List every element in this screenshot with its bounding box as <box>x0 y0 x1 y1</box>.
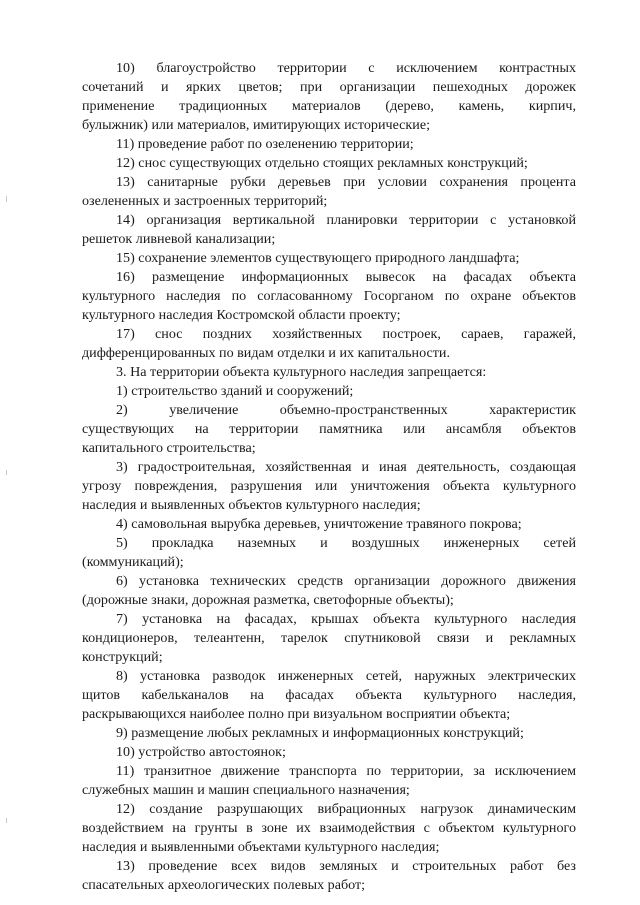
list-item-line: 13) проведение всех видов земляных и строительных работ без <box>116 858 576 874</box>
list-item-line: 9) размещение любых рекламных и информационных конструкций; <box>116 725 524 741</box>
text-line: кондиционеров, телеантенн, тарелок спутниковой связи и рекламных <box>82 630 576 646</box>
list-item-line: 14) организация вертикальной планировки территории с установкой <box>116 212 576 228</box>
list-item-line: 6) установка технических средств организации дорожного движения <box>116 573 576 589</box>
text-line: (коммуникаций); <box>82 554 184 570</box>
list-item-line: 16) размещение информационных вывесок на фасадах объекта <box>116 269 576 285</box>
scan-edge-mark <box>6 196 7 202</box>
text-line: наследия и выявленных объектов культурного наследия; <box>82 497 421 513</box>
text-line: культурного наследия Костромской области проекту; <box>82 307 401 323</box>
list-item-line: 3) градостроительная, хозяйственная и иная деятельность, создающая <box>116 459 576 475</box>
text-line: озелененных и застроенных территорий; <box>82 193 328 209</box>
text-line: капитального строительства; <box>82 440 256 456</box>
section-heading-line: 3. На территории объекта культурного наследия запрещается: <box>116 364 487 380</box>
list-item-line: 12) создание разрушающих вибрационных нагрузок динамическим <box>116 801 576 817</box>
list-item-line: 11) транзитное движение транспорта по территории, за исключением <box>116 763 576 779</box>
text-line: культурного наследия по согласованному Госорганом по охране объектов <box>82 288 576 304</box>
list-item-line: 10) устройство автостоянок; <box>116 744 286 760</box>
text-line: воздействием на грунты в зоне их взаимодействия с объектом культурного <box>82 820 576 836</box>
list-item-line: 1) строительство зданий и сооружений; <box>116 383 354 399</box>
text-line: сочетаний и ярких цветов; при организации пешеходных дорожек <box>82 79 576 95</box>
list-item-line: 4) самовольная вырубка деревьев, уничтожение травяного покрова; <box>116 516 522 532</box>
text-line: угрозу повреждения, разрушения или уничтожения объекта культурного <box>82 478 576 494</box>
text-line: (дорожные знаки, дорожная разметка, светофорные объекты); <box>82 592 454 608</box>
text-line: применение традиционных материалов (дерево, камень, кирпич, <box>82 98 576 114</box>
list-item-line: 10) благоустройство территории с исключением контрастных <box>116 60 576 76</box>
list-item-line: 7) установка на фасадах, крышах объекта культурного наследия <box>116 611 576 627</box>
scan-edge-mark <box>6 818 7 823</box>
list-item-line: 12) снос существующих отдельно стоящих рекламных конструкций; <box>116 155 528 171</box>
text-line: спасательных археологических полевых работ; <box>82 877 366 893</box>
text-line: щитов кабельканалов на фасадах объекта культурного наследия, <box>82 687 576 703</box>
text-line: конструкций; <box>82 649 163 665</box>
list-item-line: 5) прокладка наземных и воздушных инженерных сетей <box>116 535 576 551</box>
list-item-line: 8) установка разводок инженерных сетей, наружных электрических <box>116 668 576 684</box>
list-item-line: 17) снос поздних хозяйственных построек, сараев, гаражей, <box>116 326 576 342</box>
text-line: служебных машин и машин специального назначения; <box>82 782 410 798</box>
text-line: раскрывающихся наиболее полно при визуальном восприятии объекта; <box>82 706 511 722</box>
text-line: булыжник) или материалов, имитирующих исторические; <box>82 117 430 133</box>
text-line: дифференцированных по видам отделки и их капитальности. <box>82 345 450 361</box>
scan-edge-mark <box>6 470 7 475</box>
list-item-line: 15) сохранение элементов существующего природного ландшафта; <box>116 250 520 266</box>
text-line: наследия и выявленными объектами культурного наследия; <box>82 839 440 855</box>
list-item-line: 11) проведение работ по озеленению территории; <box>116 136 414 152</box>
text-line: существующих на территории памятника или ансамбля объектов <box>82 421 576 437</box>
list-item-line: 2) увеличение объемно-пространственных характеристик <box>116 402 576 418</box>
list-item-line: 13) санитарные рубки деревьев при условии сохранения процента <box>116 174 576 190</box>
text-line: решеток ливневой канализации; <box>82 231 276 247</box>
